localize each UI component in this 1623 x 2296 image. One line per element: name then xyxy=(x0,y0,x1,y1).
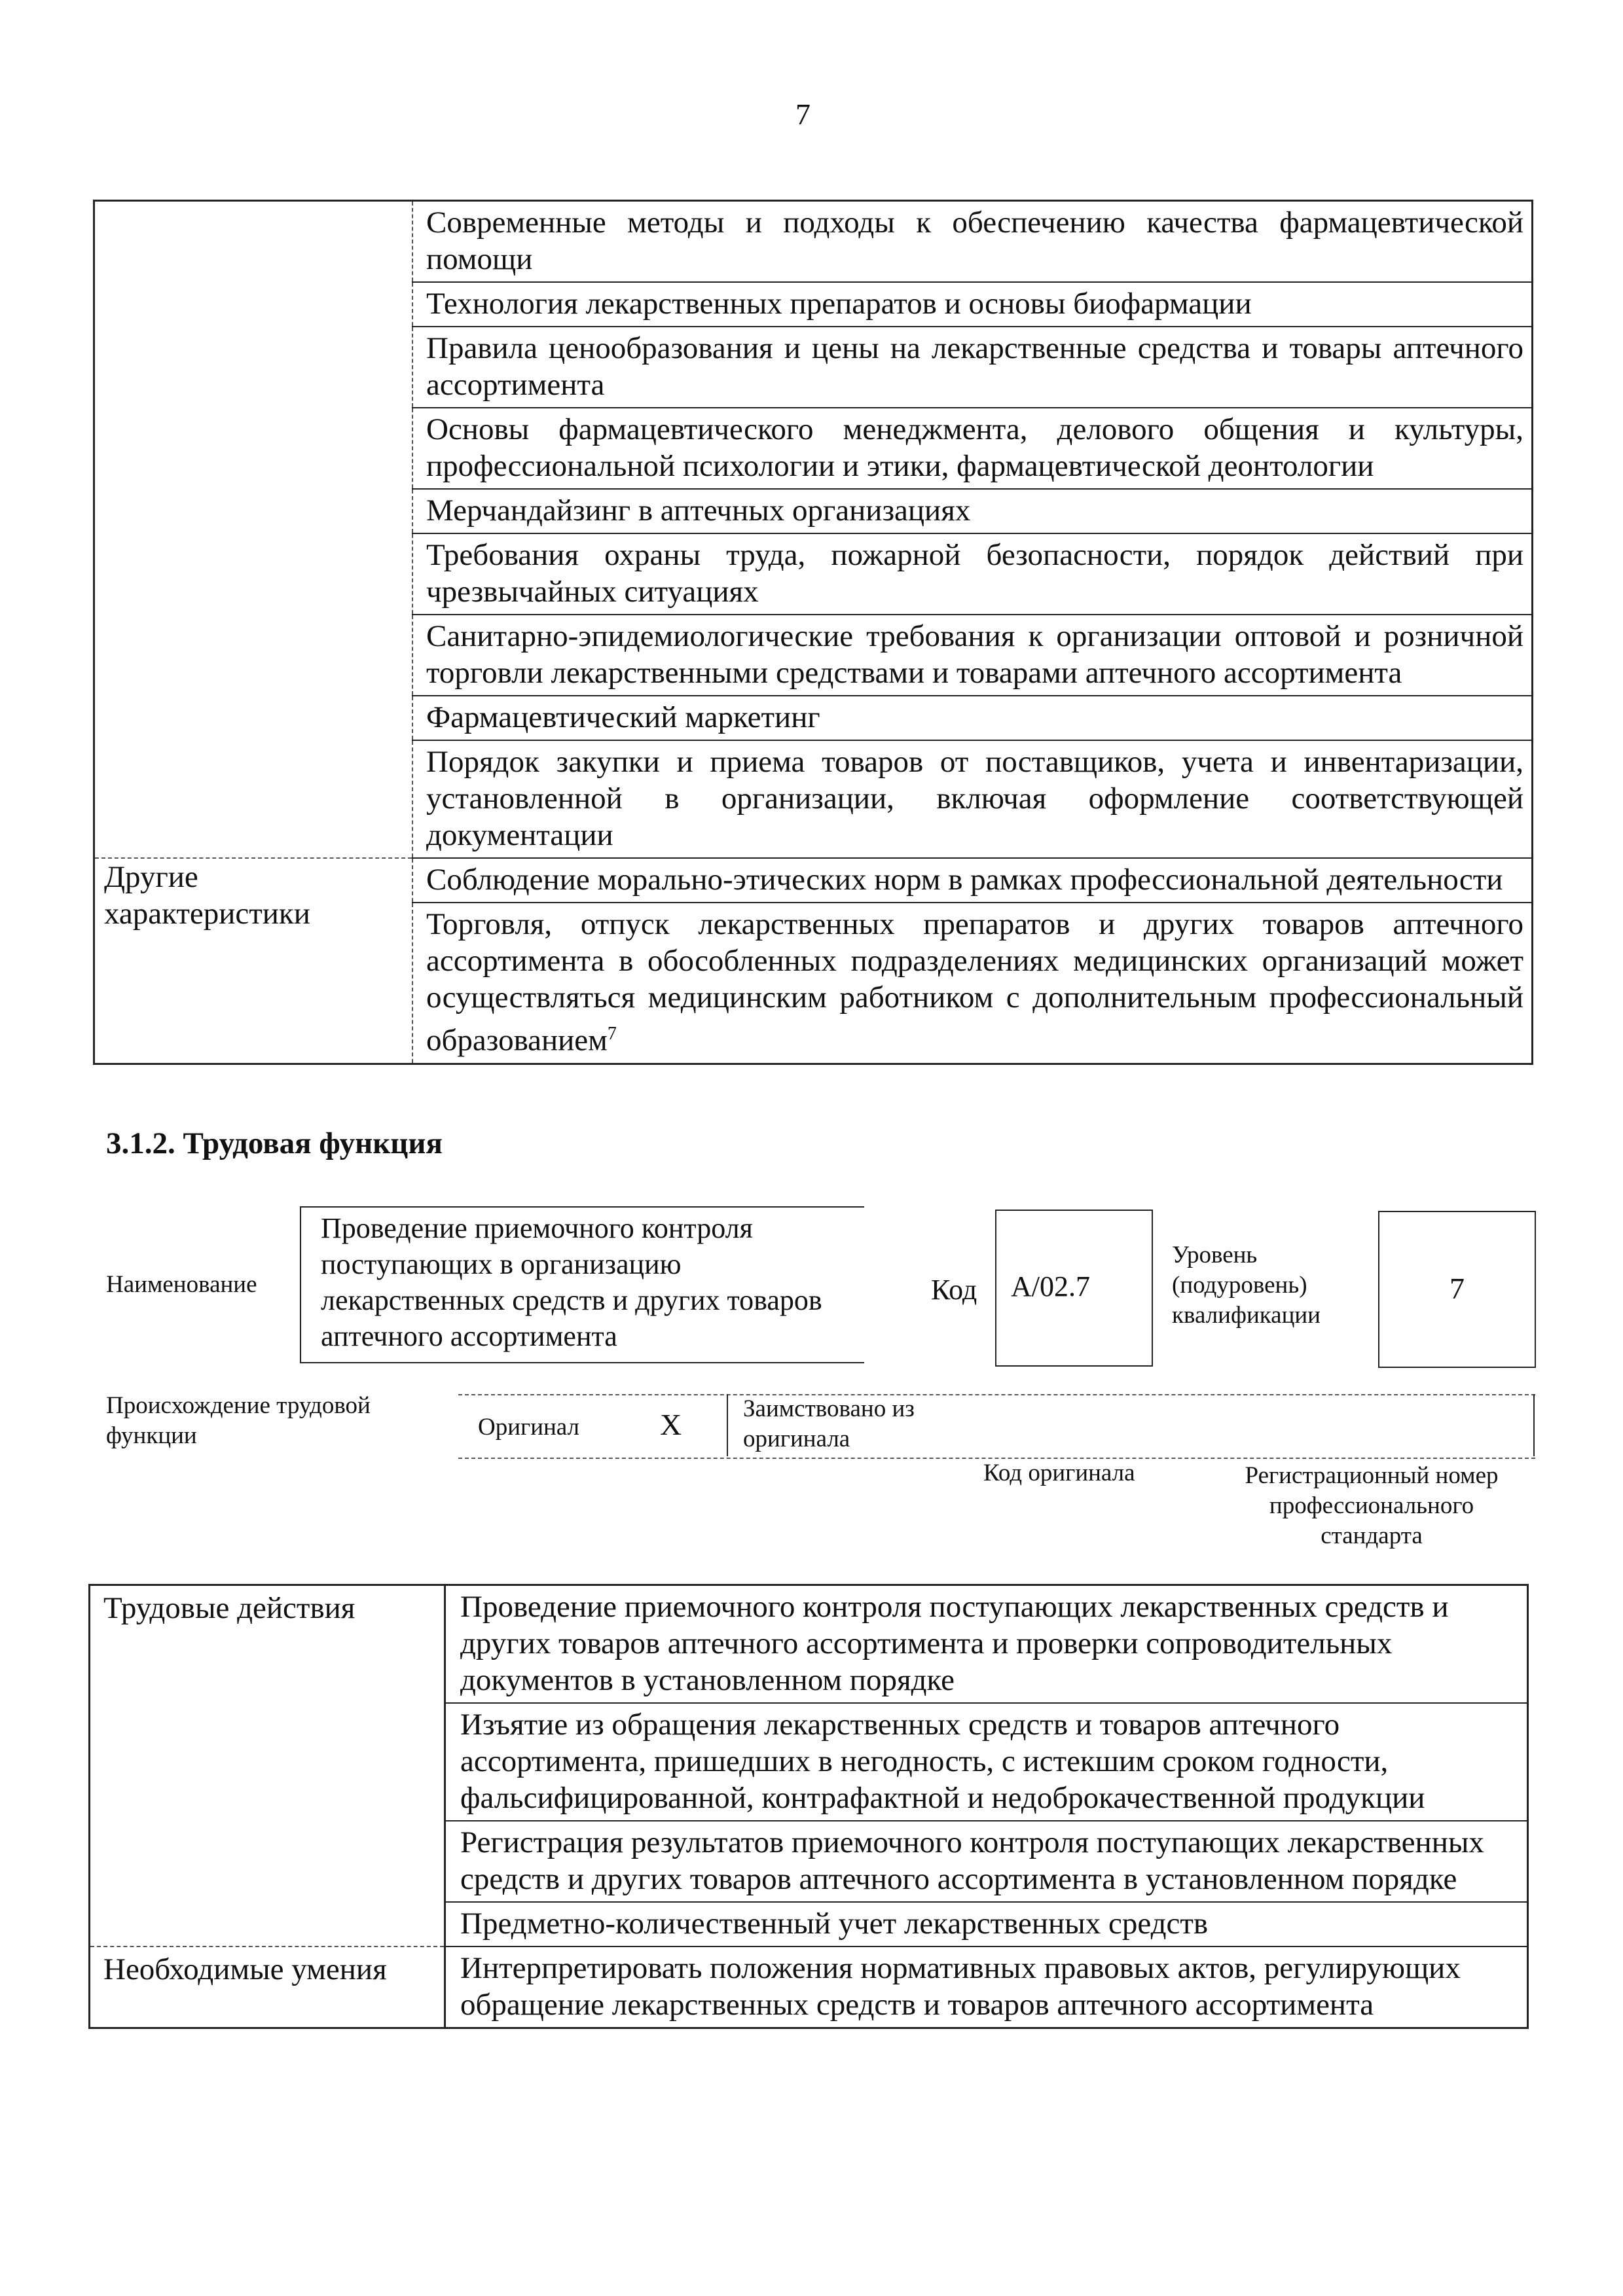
knowledge-item: Основы фармацевтического менеджмента, делового общения и культуры, профессиональной психологии и этики, фармацевтической деонтологии xyxy=(412,408,1533,489)
labor-action: Предметно-количественный учет лекарственных средств xyxy=(445,1902,1528,1946)
knowledge-item: Мерчандайзинг в аптечных организациях xyxy=(412,489,1533,533)
skill-item: Интерпретировать положения нормативных правовых актов, регулирующих обращение лекарственных средств и товаров аптечного ассортимента xyxy=(460,1951,1461,2022)
labor-action: Проведение приемочного контроля поступающих лекарственных средств и других товаров аптечного ассортимента и проверки сопроводительных документов в установленном порядке xyxy=(445,1585,1528,1704)
knowledge-item: Современные методы и подходы к обеспечению качества фармацевтической помощи xyxy=(412,201,1533,283)
original-label: Оригинал xyxy=(478,1414,580,1441)
original-mark: X xyxy=(660,1408,682,1441)
knowledge-table xyxy=(93,200,1533,1065)
knowledge-item: Фармацевтический маркетинг xyxy=(412,696,1533,740)
knowledge-item: Правила ценообразования и цены на лекарственные средства и товары аптечного ассортимента xyxy=(412,327,1533,408)
code-label: Код xyxy=(931,1274,977,1306)
origin-right-edge xyxy=(1533,1394,1535,1456)
labor-action: Регистрация результатов приемочного контроля поступающих лекарственных средств и других товаров аптечного ассортимента в установленном порядке xyxy=(445,1821,1528,1902)
page-number: 7 xyxy=(795,98,811,131)
origin-divider xyxy=(727,1394,728,1456)
skills-label: Необходимые умения xyxy=(90,1946,445,2028)
labor-action: Изъятие из обращения лекарственных средств и товаров аптечного ассортимента, пришедших в негодность, с истекшим сроком годности, фальсифицированной, контрафактной и недоброкачественной продукции xyxy=(445,1703,1528,1821)
borrowed-label: Заимствовано из оригинала xyxy=(743,1395,915,1452)
other-characteristics-label: Другие характеристики xyxy=(94,858,413,1064)
level-value: 7 xyxy=(1450,1272,1465,1305)
function-name: Проведение приемочного контроля поступающих в организацию лекарственных средств и других товаров аптечного ассортимента xyxy=(321,1212,822,1352)
knowledge-item: Порядок закупки и приема товаров от поставщиков, учета и инвентаризации, установленной в организации, включая оформление соответствующей документации xyxy=(412,740,1533,858)
footnote-mark: 7 xyxy=(607,1024,617,1044)
level-label: Уровень (подуровень) квалификации xyxy=(1172,1242,1321,1329)
knowledge-item: Требования охраны труда, пожарной безопасности, порядок действий при чрезвычайных ситуациях xyxy=(412,533,1533,615)
reg-number-label: Регистрационный номер профессионального стандарта xyxy=(1245,1462,1499,1549)
name-box xyxy=(300,1206,864,1363)
origin-row xyxy=(458,1394,1535,1459)
code-value: А/02.7 xyxy=(1011,1270,1090,1302)
code-box xyxy=(995,1210,1153,1367)
other-item: Торговля, отпуск лекарственных препаратов и других товаров аптечного ассортимента в обособленных подразделениях медицинских организаций может осуществляться медицинским работником с дополнительным профессиональный образованием$^7$ xyxy=(426,907,1523,1058)
labor-actions-label: Трудовые действия xyxy=(90,1585,445,1947)
code-original-label: Код оригинала xyxy=(983,1460,1135,1486)
other-item: Соблюдение морально-этических норм в рамках профессиональной деятельности xyxy=(412,858,1533,903)
name-label: Наименование xyxy=(106,1271,257,1298)
section-heading: 3.1.2. Трудовая функция xyxy=(106,1126,443,1160)
origin-label: Происхождение трудовой функции xyxy=(106,1392,371,1449)
labor-table xyxy=(88,1584,1529,2029)
knowledge-item: Технология лекарственных препаратов и основы биофармации xyxy=(412,282,1533,327)
knowledge-item: Санитарно-эпидемиологические требования к организации оптовой и розничной торговли лекарственными средствами и товарами аптечного ассортимента xyxy=(412,615,1533,696)
level-box xyxy=(1378,1211,1536,1368)
